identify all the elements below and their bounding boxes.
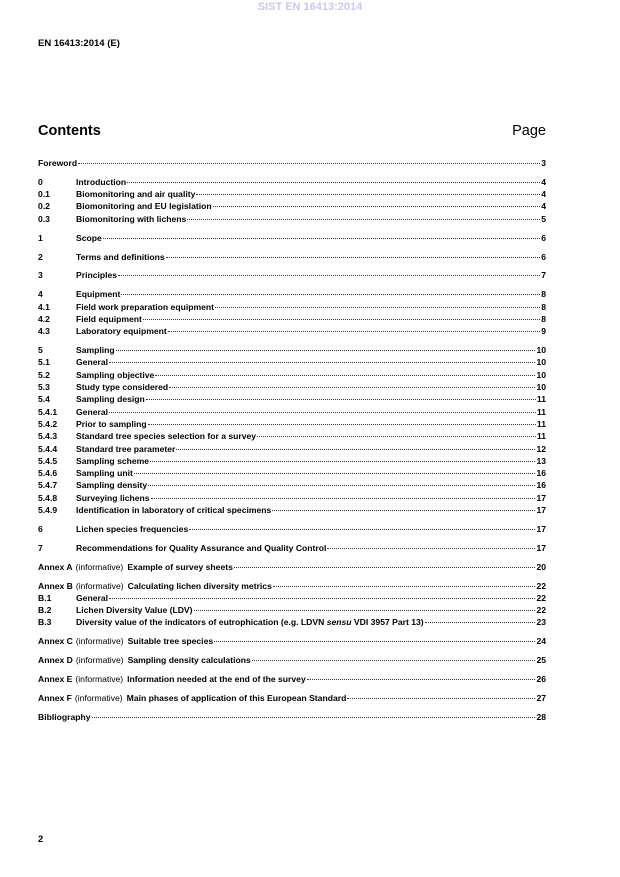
- section-number: 1: [38, 232, 43, 243]
- section-number: 0.1: [38, 189, 50, 200]
- section-number: 6: [38, 523, 43, 534]
- page-ref: 8: [541, 289, 546, 300]
- toc-entry[interactable]: [38, 692, 546, 704]
- informative-label: (informative): [75, 674, 124, 685]
- page-ref: 4: [541, 201, 546, 212]
- section-title: [76, 232, 102, 244]
- page-ref: 13: [536, 455, 546, 466]
- page-ref: 17: [536, 492, 546, 503]
- annex-label: Annex F: [38, 693, 72, 703]
- dot-leader: [103, 238, 540, 239]
- section-title-text: Introduction: [76, 176, 127, 187]
- section-number: 5.4.8: [38, 492, 58, 503]
- toc-entry[interactable]: [38, 356, 546, 368]
- document-header: EN 16413:2014 (E): [38, 38, 120, 49]
- section-title-text: Terms and definitions: [76, 251, 165, 262]
- toc-group: [38, 288, 546, 337]
- section-title: [76, 200, 212, 212]
- section-title-text: Suitable tree species: [127, 636, 214, 647]
- dot-leader: [151, 498, 536, 499]
- section-title-text: Biomonitoring and air quality: [76, 189, 196, 200]
- section-title: [76, 269, 117, 281]
- section-number: 4.2: [38, 313, 50, 324]
- section-number: 4: [38, 289, 43, 300]
- toc-group: [38, 580, 546, 629]
- section-title-text: Lichen species frequencies: [76, 523, 189, 534]
- dot-leader: [214, 641, 535, 642]
- annex-label: Annex A: [38, 561, 73, 572]
- section-title: [128, 580, 272, 592]
- section-title: [76, 406, 108, 418]
- toc-entry[interactable]: [38, 430, 546, 442]
- page-ref: 16: [536, 468, 546, 479]
- toc-entry[interactable]: [38, 604, 546, 616]
- toc-entry[interactable]: [38, 673, 546, 685]
- dot-leader: [272, 510, 535, 511]
- toc-entry[interactable]: [38, 654, 546, 666]
- page-ref: 12: [536, 443, 546, 454]
- section-title-text: Field equipment: [76, 313, 142, 324]
- toc-group: [38, 176, 546, 225]
- section-title: [127, 692, 347, 704]
- dot-leader: [146, 399, 536, 400]
- toc-entry[interactable]: [38, 592, 546, 604]
- section-number: B.3: [38, 617, 52, 628]
- section-title-text: Biomonitoring and EU legislation: [76, 201, 212, 212]
- toc-group: [38, 344, 546, 516]
- dot-leader: [134, 473, 536, 474]
- section-title-text: Standard tree species selection for a survey: [76, 431, 257, 442]
- dot-leader: [189, 529, 535, 530]
- toc-entry[interactable]: [38, 443, 546, 455]
- section-title: [76, 443, 175, 455]
- dot-leader: [307, 679, 536, 680]
- dot-leader: [150, 461, 535, 462]
- toc-entry[interactable]: [38, 561, 546, 573]
- section-title: [76, 542, 326, 554]
- toc-group: [38, 654, 546, 666]
- section-title: [76, 251, 165, 263]
- section-number: 5.4: [38, 394, 50, 405]
- section-title: [76, 523, 188, 535]
- section-title: [76, 369, 154, 381]
- dot-leader: [143, 319, 540, 320]
- toc-group: [38, 157, 546, 169]
- section-title: [76, 301, 214, 313]
- section-number: 4.3: [38, 326, 50, 337]
- toc-entry[interactable]: [38, 616, 546, 628]
- dot-leader: [92, 717, 536, 718]
- section-title: [76, 313, 142, 325]
- section-title: [76, 616, 424, 628]
- dot-leader: [273, 586, 536, 587]
- dot-leader: [78, 163, 540, 164]
- section-number: 5.4.5: [38, 455, 58, 466]
- page-ref: 7: [541, 270, 546, 281]
- annex-label: Annex D: [38, 655, 73, 666]
- section-number: 2: [38, 251, 43, 262]
- toc-entry[interactable]: [38, 251, 546, 263]
- page-ref: 4: [541, 189, 546, 200]
- section-title: [127, 561, 233, 573]
- informative-label: (informative): [75, 655, 124, 666]
- toc-group: [38, 251, 546, 263]
- toc-entry[interactable]: [38, 269, 546, 281]
- section-title-text: Surveying lichens: [76, 492, 150, 503]
- section-title-text: Sampling unit: [76, 468, 133, 479]
- toc-entry[interactable]: [38, 157, 546, 169]
- section-title: [76, 288, 120, 300]
- toc-entry[interactable]: [38, 523, 546, 535]
- section-title-text: Diversity value of the indicators of eutrophication (e.g. LDVN: [76, 617, 327, 628]
- section-number: 5.4.9: [38, 504, 58, 515]
- page-ref: 3: [541, 158, 546, 168]
- dot-leader: [257, 436, 536, 437]
- section-title: [76, 344, 115, 356]
- dot-leader: [148, 424, 536, 425]
- page-ref: 10: [536, 382, 546, 393]
- page-ref: 10: [536, 345, 546, 356]
- section-number: 3: [38, 270, 43, 281]
- section-title: [38, 157, 77, 169]
- toc-entry[interactable]: [38, 288, 546, 300]
- toc-entry[interactable]: [38, 418, 546, 430]
- section-title: [76, 430, 256, 442]
- toc-entry[interactable]: [38, 479, 546, 491]
- toc-group: [38, 711, 546, 723]
- annex-label: Annex C: [38, 636, 73, 647]
- dot-leader: [121, 294, 540, 295]
- section-title-text: Equipment: [76, 289, 121, 300]
- section-title-text: Laboratory equipment: [76, 326, 167, 337]
- section-title-text: Study type considered: [76, 382, 169, 393]
- section-title-text: Foreword: [38, 158, 78, 168]
- section-title: [76, 325, 167, 337]
- section-title-text: Calculating lichen diversity metrics: [127, 580, 272, 591]
- toc-group: [38, 635, 546, 647]
- section-title-rest: VDI 3957 Part 13): [351, 617, 424, 628]
- page-number: 2: [38, 834, 44, 845]
- section-title: [128, 635, 214, 647]
- page-ref: 11: [536, 418, 546, 429]
- toc-entry[interactable]: [38, 213, 546, 225]
- section-number: B.2: [38, 605, 52, 616]
- dot-leader: [176, 449, 535, 450]
- section-title: [76, 467, 133, 479]
- page-ref: 22: [536, 580, 546, 591]
- section-title: [76, 381, 168, 393]
- table-of-contents: [38, 157, 546, 730]
- section-title-text: General: [76, 357, 109, 368]
- page-ref: 11: [536, 406, 546, 417]
- dot-leader: [213, 206, 541, 207]
- section-number: 5.4.3: [38, 431, 58, 442]
- page-ref: 10: [536, 357, 546, 368]
- toc-entry[interactable]: [38, 406, 546, 418]
- section-title-text: Prior to sampling: [76, 418, 147, 429]
- dot-leader: [127, 182, 540, 183]
- toc-entry[interactable]: [38, 200, 546, 212]
- dot-leader: [166, 257, 541, 258]
- informative-label: (informative): [74, 693, 123, 703]
- toc-entry[interactable]: [38, 313, 546, 325]
- contents-title: Contents: [38, 123, 101, 139]
- dot-leader: [118, 275, 540, 276]
- toc-group: [38, 692, 546, 704]
- dot-leader: [425, 622, 536, 623]
- toc-entry[interactable]: [38, 369, 546, 381]
- toc-entry[interactable]: [38, 635, 546, 647]
- toc-entry[interactable]: [38, 232, 546, 244]
- section-number: 5.4.1: [38, 406, 58, 417]
- toc-group: [38, 673, 546, 685]
- toc-group: [38, 523, 546, 535]
- section-title-text: Lichen Diversity Value (LDV): [76, 605, 193, 616]
- dot-leader: [327, 548, 535, 549]
- section-title-text: Recommendations for Quality Assurance and Quality Control: [76, 542, 327, 553]
- annex-label: Annex B: [38, 580, 73, 591]
- toc-group: [38, 232, 546, 244]
- section-title-text: Field work preparation equipment: [76, 301, 214, 312]
- section-title-text: Bibliography: [38, 711, 91, 722]
- toc-group: [38, 269, 546, 281]
- toc-entry[interactable]: [38, 176, 546, 188]
- page-ref: 23: [536, 617, 546, 628]
- dot-leader: [148, 485, 535, 486]
- section-title-text: Sampling: [76, 345, 115, 356]
- section-title: [76, 213, 186, 225]
- page-ref: 11: [536, 394, 546, 405]
- toc-entry[interactable]: [38, 504, 546, 516]
- section-title: [76, 504, 271, 516]
- dot-leader: [187, 219, 540, 220]
- page-ref: 26: [536, 674, 546, 685]
- section-title: [127, 673, 306, 685]
- page-ref: 5: [541, 213, 546, 224]
- toc-entry[interactable]: [38, 381, 546, 393]
- toc-entry[interactable]: [38, 455, 546, 467]
- section-number: 0.3: [38, 213, 50, 224]
- watermark: SIST EN 16413:2014: [257, 1, 363, 13]
- toc-group: [38, 542, 546, 554]
- section-title-text: Example of survey sheets: [127, 561, 233, 572]
- dot-leader: [252, 660, 536, 661]
- page-ref: 17: [536, 523, 546, 534]
- section-title: [76, 393, 145, 405]
- section-title: [76, 492, 150, 504]
- section-title-text: Biomonitoring with lichens: [76, 213, 187, 224]
- page-ref: 20: [536, 561, 546, 572]
- dot-leader: [109, 598, 535, 599]
- page-ref: 6: [541, 251, 546, 262]
- section-title-text: Standard tree parameter: [76, 443, 176, 454]
- section-title-text: General: [76, 592, 109, 603]
- section-title-text: Sampling design: [76, 394, 145, 405]
- section-title-text: Sampling objective: [76, 369, 155, 380]
- toc-entry[interactable]: [38, 393, 546, 405]
- page-ref: 17: [536, 542, 546, 553]
- dot-leader: [116, 350, 536, 351]
- page-ref: 9: [541, 326, 546, 337]
- toc-entry[interactable]: [38, 580, 546, 592]
- section-title-text: Identification in laboratory of critical specimens: [76, 504, 272, 515]
- dot-leader: [169, 387, 535, 388]
- section-title-text: General: [76, 406, 109, 417]
- informative-label: (informative): [75, 636, 124, 647]
- section-number: 5.4.6: [38, 468, 58, 479]
- toc-entry[interactable]: [38, 301, 546, 313]
- section-number: 5.4.2: [38, 418, 58, 429]
- toc-entry[interactable]: [38, 325, 546, 337]
- dot-leader: [234, 567, 536, 568]
- informative-label: (informative): [75, 561, 124, 572]
- section-number: 0.2: [38, 201, 50, 212]
- informative-label: (informative): [75, 580, 124, 591]
- dot-leader: [196, 194, 540, 195]
- dot-leader: [109, 412, 536, 413]
- section-title: [38, 711, 91, 723]
- dot-leader: [215, 307, 540, 308]
- section-title-text: Main phases of application of this European Standard: [126, 693, 347, 703]
- section-number: 0: [38, 176, 43, 187]
- page-ref: 16: [536, 480, 546, 491]
- section-title-text: Sampling density: [76, 480, 148, 491]
- dot-leader: [155, 375, 535, 376]
- section-number: 5.4.4: [38, 443, 58, 454]
- section-title-italic: sensu: [326, 617, 352, 628]
- section-title-text: Sampling scheme: [76, 455, 150, 466]
- section-title: [76, 592, 108, 604]
- page-ref: 22: [536, 605, 546, 616]
- section-title: [76, 479, 147, 491]
- section-title-text: Sampling density calculations: [127, 655, 251, 666]
- page-ref: 22: [536, 592, 546, 603]
- section-number: 5: [38, 345, 43, 356]
- page-ref: 27: [536, 693, 546, 703]
- annex-label: Annex E: [38, 674, 73, 685]
- section-title: [76, 455, 149, 467]
- dot-leader: [168, 331, 540, 332]
- page-ref: 10: [536, 369, 546, 380]
- section-number: B.1: [38, 592, 52, 603]
- section-title: [76, 418, 147, 430]
- page-ref: 4: [541, 176, 546, 187]
- page-ref: 8: [541, 301, 546, 312]
- section-title: [76, 188, 195, 200]
- page-ref: 8: [541, 313, 546, 324]
- toc-entry[interactable]: [38, 711, 546, 723]
- toc-group: [38, 561, 546, 573]
- section-number: 5.2: [38, 369, 50, 380]
- toc-entry[interactable]: [38, 542, 546, 554]
- dot-leader: [109, 362, 535, 363]
- page-ref: 6: [541, 232, 546, 243]
- toc-entry[interactable]: [38, 492, 546, 504]
- section-number: 4.1: [38, 301, 50, 312]
- section-title-text: Principles: [76, 270, 118, 281]
- section-title-text: Scope: [76, 232, 102, 243]
- section-number: 5.3: [38, 382, 50, 393]
- section-title-text: Information needed at the end of the survey: [127, 674, 306, 685]
- page-ref: 17: [536, 504, 546, 515]
- toc-entry[interactable]: [38, 467, 546, 479]
- dot-leader: [194, 610, 536, 611]
- page-column-heading: Page: [512, 123, 546, 139]
- toc-entry[interactable]: [38, 344, 546, 356]
- section-number: 5.1: [38, 357, 50, 368]
- page-ref: 25: [536, 655, 546, 666]
- section-title: [76, 604, 193, 616]
- page-ref: 24: [536, 636, 546, 647]
- page-ref: 11: [536, 431, 546, 442]
- toc-entry[interactable]: [38, 188, 546, 200]
- section-title: [76, 176, 126, 188]
- section-title: [76, 356, 108, 368]
- section-number: 5.4.7: [38, 480, 58, 491]
- page-ref: 28: [536, 711, 546, 722]
- section-number: 7: [38, 542, 43, 553]
- section-title: [128, 654, 251, 666]
- dot-leader: [347, 698, 535, 699]
